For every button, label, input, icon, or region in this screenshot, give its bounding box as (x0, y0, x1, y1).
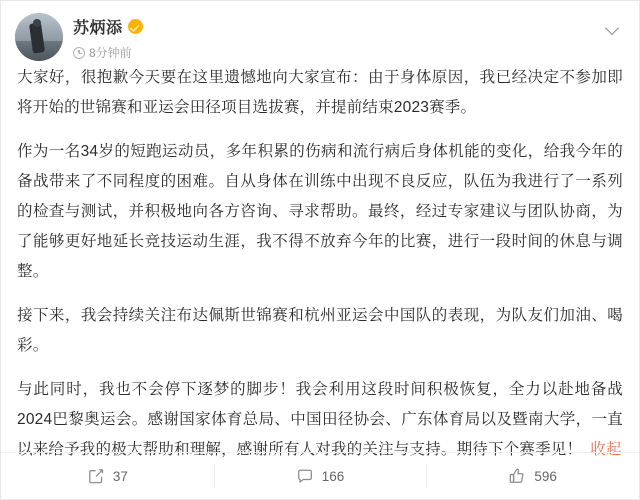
author-info (73, 13, 603, 61)
post-paragraph: 作为一名34岁的短跑运动员，多年积累的伤病和流行病后身体机能的变化，给我今年的备战带来了不同程度的困难。自从身体在训练中出现不良反应，队伍为我进行了一系列的检查与测试，并积极地向各方咨询、寻求帮助。最终，经过专家建议与团队协商，为了能够更好地延长竞技运动生涯，我不得不放弃今年的比赛，进行一段时间的休息与调整。 (17, 143, 623, 280)
like-icon (508, 467, 526, 485)
comment-count: 166 (321, 468, 345, 484)
author-name[interactable]: 苏炳添 (73, 20, 123, 37)
post-paragraph: 接下来，我会持续关注布达佩斯世锦赛和杭州亚运会中国队的表现，为队友们加油、喝彩。 (17, 307, 623, 354)
post-header (1, 1, 639, 61)
avatar-figure-head (33, 19, 41, 27)
post-paragraph-text: 与此同时，我也不会停下逐梦的脚步！我会利用这段时间积极恢复，全力以赴地备战2024巴黎奥运会。感谢国家体育总局、中国田径协会、广东体育局以及暨南大学，一直以来给予我的极大帮助和理解，感谢所有人对我的关注与支持。期待下个赛季见！ (17, 381, 623, 458)
comment-action[interactable] (214, 453, 427, 499)
post-time-row (73, 44, 603, 61)
author-name-row (73, 15, 603, 38)
verified-badge-icon (128, 19, 143, 34)
clock-icon (73, 47, 85, 59)
like-action[interactable] (426, 453, 639, 499)
chevron-down-icon[interactable] (603, 17, 625, 39)
post-actions-bar (1, 452, 639, 499)
collapse-link[interactable]: 收起 (590, 441, 622, 458)
post-time: 8分钟前 (89, 46, 132, 60)
share-count: 37 (112, 468, 128, 484)
like-count: 596 (534, 468, 557, 484)
post-body (1, 61, 639, 465)
post-paragraph: 大家好，很抱歉今天要在这里遗憾地向大家宣布：由于身体原因，我已经决定不参加即将开始的世锦赛和亚运会田径项目选拔赛，并提前结束2023赛季。 (17, 69, 623, 116)
comment-icon (296, 467, 314, 485)
share-icon (87, 467, 105, 485)
share-action[interactable] (1, 453, 214, 499)
avatar[interactable] (15, 13, 63, 61)
